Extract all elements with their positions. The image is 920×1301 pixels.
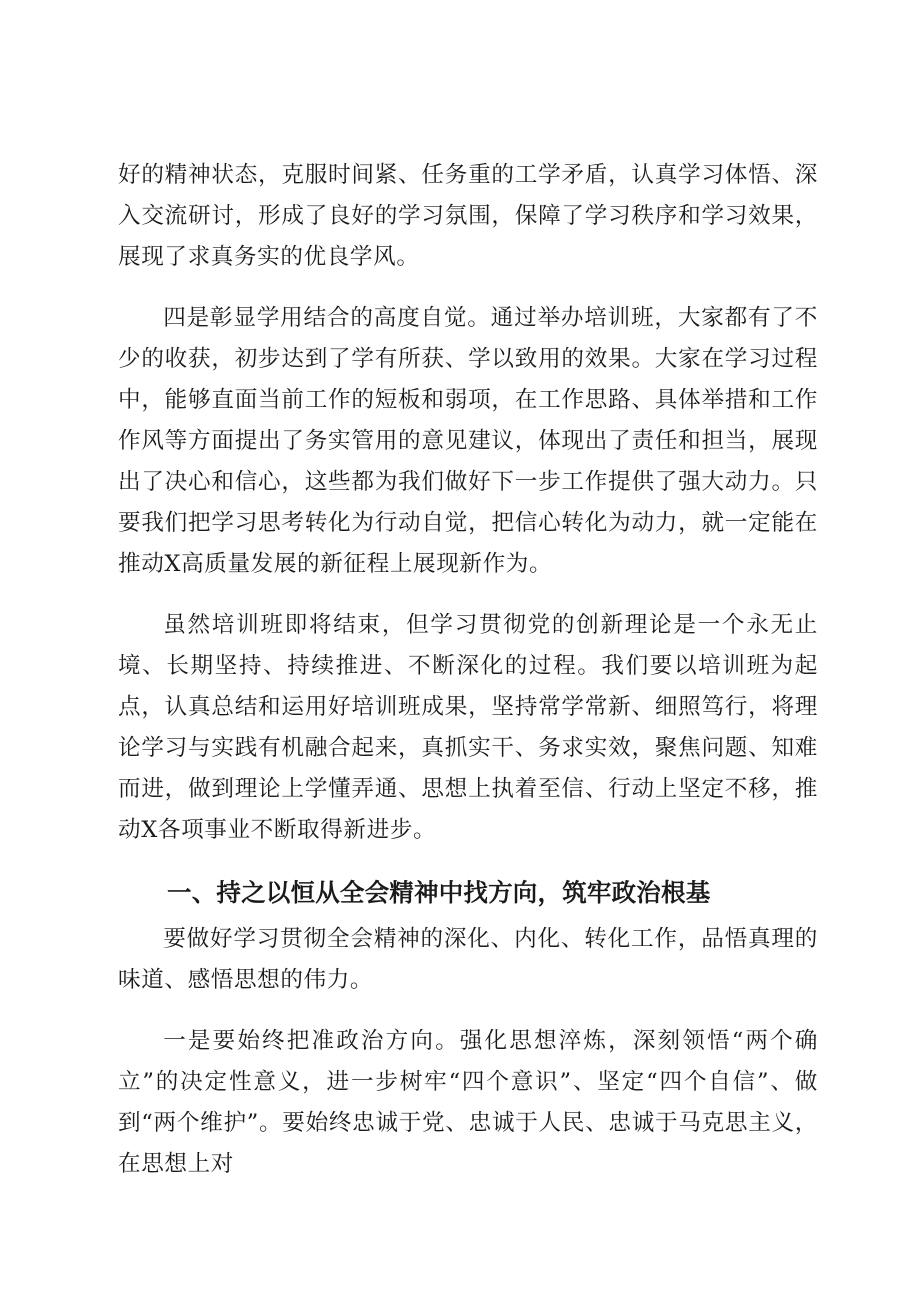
paragraph-continued: 好的精神状态，克服时间紧、任务重的工学矛盾，认真学习体悟、深入交流研讨，形成了良好的学习氛围，保障了学习秩序和学习效果，展现了求真务实的优良学风。 [118,162,818,270]
section-heading: 一、持之以恒从全会精神中找方向，筑牢政治根基 [167,878,711,907]
document-body [118,155,818,1185]
section-intro-paragraph: 要做好学习贯彻全会精神的深化、内化、转化工作，品悟真理的味道、感悟思想的伟力。 [118,926,818,993]
paragraph-conclusion: 虽然培训班即将结束，但学习贯彻党的创新理论是一个永无止境、长期坚持、持续推进、不断深化的过程。我们要以培训班为起点，认真总结和运用好培训班成果，坚持常学常新、细照笃行，将理论学习与实践有机融合起来，真抓实干、务求实效，聚焦问题、知难而进，做到理论上学懂弄通、思想上执着至信、行动上坚定不移，推动X各项事业不断取得新进步。 [118,612,818,843]
paragraph-point-one: 一是要始终把准政治方向。强化思想淬炼，深刻领悟“两个确立”的决定性意义，进一步树牢“四个意识”、坚定“四个自信”、做到“两个维护”。要始终忠诚于党、忠诚于人民、忠诚于马克思主义，在思想上对 [118,1028,818,1177]
paragraph-point-four: 四是彰显学用结合的高度自觉。通过举办培训班，大家都有了不少的收获，初步达到了学有所获、学以致用的效果。大家在学习过程中，能够直面当前工作的短板和弱项，在工作思路、具体举措和工作作风等方面提出了务实管用的意见建议，体现出了责任和担当，展现出了决心和信心，这些都为我们做好下一步工作提供了强大动力。只要我们把学习思考转化为行动自觉，把信心转化为动力，就一定能在推动X高质量发展的新征程上展现新作为。 [118,305,818,577]
